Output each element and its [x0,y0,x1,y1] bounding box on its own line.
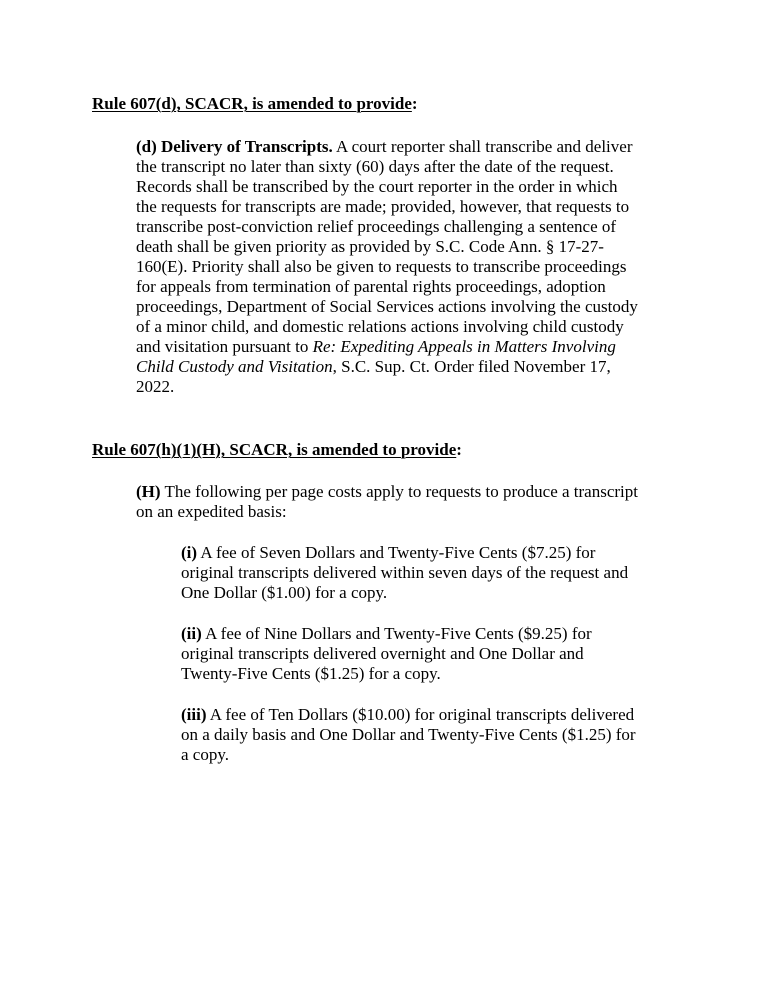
rule-607h1H-text: The following per page costs apply to requests to produce a transcript on an expedited basis: [136,482,638,521]
rule-607h1H-heading-colon: : [456,440,462,459]
fee-item-iii [181,705,641,765]
fee-item-i [181,543,641,603]
fee-item-text: A fee of Seven Dollars and Twenty-Five Cents ($7.25) for original transcripts delivered within seven days of the request and One Dollar ($1.00) for a copy. [181,543,629,602]
fee-item-label: (i) [181,543,198,562]
rule-607d-heading-text: Rule 607(d), SCACR, is amended to provide [92,94,412,113]
fee-item-label: (iii) [181,705,207,724]
rule-607d-paragraph [136,137,641,397]
rule-607d-heading-colon: : [411,94,418,113]
rule-607h1H-paragraph [136,482,641,522]
fee-item-text: A fee of Nine Dollars and Twenty-Five Cents ($9.25) for original transcripts delivered overnight and One Dollar and Twenty-Five Cents ($1.25) for a copy. [181,624,592,683]
rule-607h1H-heading-text: Rule 607(h)(1)(H), SCACR, is amended to provide [92,440,457,459]
rule-607d-lead: (d) Delivery of Transcripts. [136,137,333,156]
rule-607d-heading [92,94,732,114]
rule-607h1H-lead: (H) [136,482,161,501]
rule-607d-text-end: , S.C. Sup. Ct. Order filed November 17, 2022. [136,357,611,396]
rule-607h1H-heading [92,440,732,460]
rule-607d-text: A court reporter shall transcribe and deliver the transcript no later than sixty (60) days after the date of the request. Records shall be transcribed by the court reporter in the order in which the requests for transcripts are made; provided, however, that requests to transcribe post-conviction relief proceedings challenging a sentence of death shall be given priority as provided by S.C. Code Ann. § 17-27-160(E). Priority shall also be given to requests to transcribe proceedings for appeals from termination of parental rights proceedings, adoption proceedings, Department of Social Services actions involving the custody of a minor child, and domestic relations actions involving child custody and visitation pursuant to [136,137,638,356]
fee-item-label: (ii) [181,624,202,643]
rule-607d-case-name: Re: Expediting Appeals in Matters Involving Child Custody and Visitation [136,337,616,376]
fee-item-text: A fee of Ten Dollars ($10.00) for original transcripts delivered on a daily basis and One Dollar and Twenty-Five Cents ($1.25) for a copy. [181,705,636,764]
fee-item-ii [181,624,641,684]
